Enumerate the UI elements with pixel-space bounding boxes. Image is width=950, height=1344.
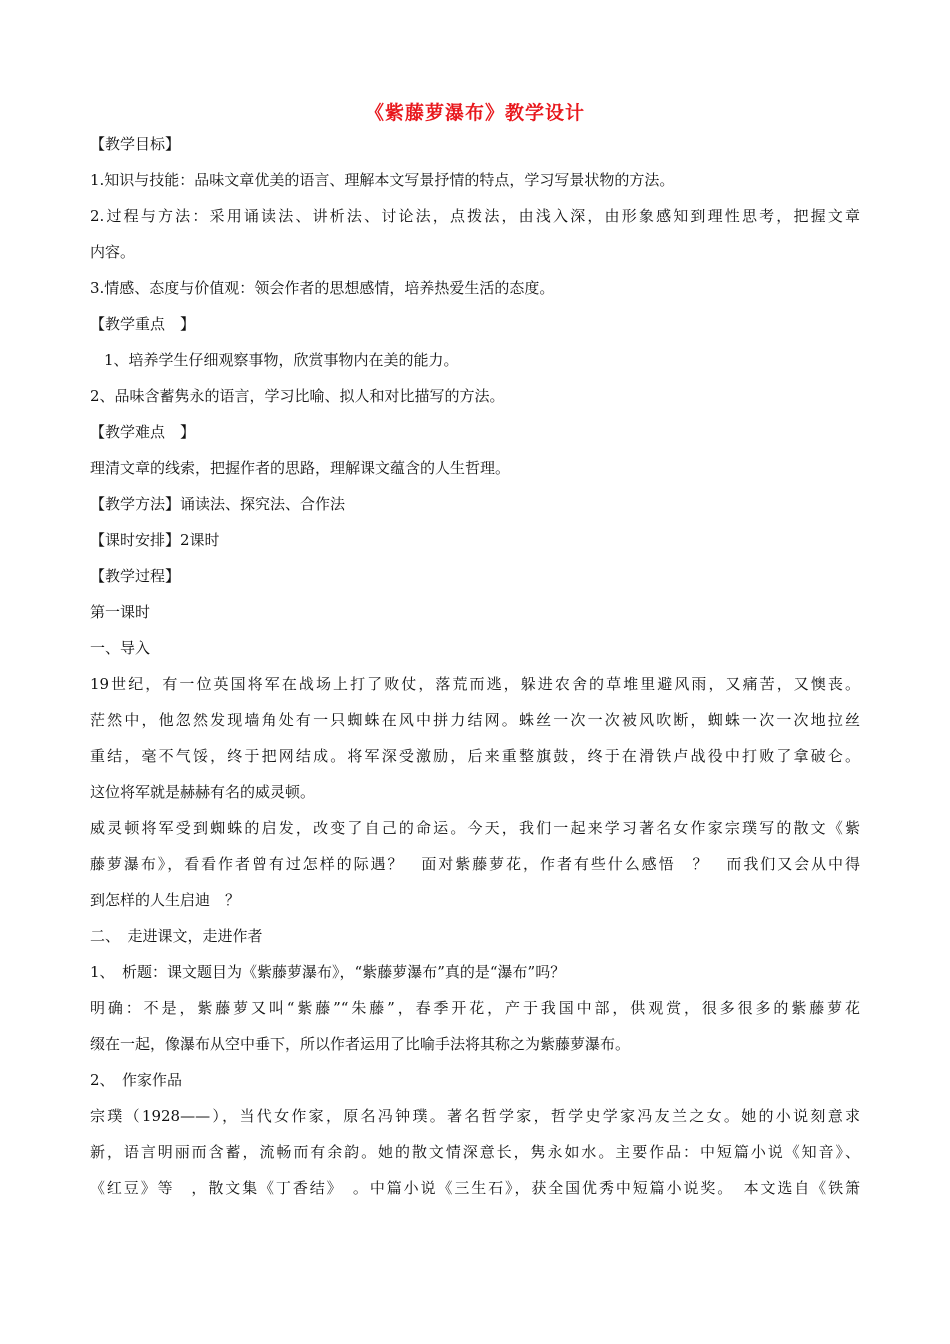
text-line: 这位将军就是赫赫有名的威灵顿。	[90, 783, 316, 801]
text-line: 《红豆》等 ，散文集《丁香结》 。中篇小说《三生石》，获全国优秀中短篇小说奖。 本文选自《铁箫	[90, 1179, 860, 1197]
text-line: 【课时安排】2课时	[90, 531, 220, 549]
text-line: 理清文章的线索，把握作者的思路，理解课文蕴含的人生哲理。	[90, 459, 511, 477]
text-line: 第一课时	[90, 603, 151, 621]
text-line: 2、 作家作品	[90, 1071, 183, 1089]
text-line: 重结，毫不气馁，终于把网结成。将军深受激励，后来重整旗鼓，终于在滑铁卢战役中打败了拿破仑。	[90, 747, 860, 765]
document-title: 《紫藤萝瀑布》教学设计	[364, 102, 585, 124]
text-line: 3.情感、态度与价值观：领会作者的思想感情，培养热爱生活的态度。	[90, 279, 555, 297]
text-line: 明确：不是，紫藤萝又叫“紫藤”“朱藤”，春季开花，产于我国中部，供观赏，很多很多的紫藤萝花	[90, 999, 860, 1017]
text-line: 到怎样的人生启迪 ？	[90, 891, 241, 909]
text-line: 威灵顿将军受到蜘蛛的启发，改变了自己的命运。今天，我们一起来学习著名女作家宗璞写的散文《紫	[90, 819, 860, 837]
text-line: 茫然中，他忽然发现墙角处有一只蜘蛛在风中拼力结网。蛛丝一次一次被风吹断，蜘蛛一次一次地拉丝	[90, 711, 860, 729]
text-line: 二、 走进课文，走进作者	[90, 927, 263, 945]
text-line: 新，语言明丽而含蓄，流畅而有余韵。她的散文情深意长，隽永如水。主要作品：中短篇小说《知音》、	[90, 1143, 860, 1161]
text-line: 1、培养学生仔细观察事物，欣赏事物内在美的能力。	[104, 351, 459, 369]
text-line: 1.知识与技能：品味文章优美的语言、理解本文写景抒情的特点，学习写景状物的方法。	[90, 171, 675, 189]
text-line: 缀在一起，像瀑布从空中垂下，所以作者运用了比喻手法将其称之为紫藤萝瀑布。	[90, 1035, 631, 1053]
document-body	[90, 126, 860, 1206]
text-line: 内容。	[90, 243, 136, 261]
text-line: 19世纪，有一位英国将军在战场上打了败仗，落荒而逃，躲进农舍的草堆里避风雨，又痛苦，又懊丧。	[90, 675, 860, 693]
text-line: 一、导入	[90, 639, 151, 657]
text-line: 【教学方法】诵读法、探究法、合作法	[90, 495, 346, 513]
text-line: 2.过程与方法：采用诵读法、讲析法、讨论法，点拨法，由浅入深，由形象感知到理性思考，把握文章	[90, 207, 860, 225]
text-line: 宗璞（1928——），当代女作家，原名冯钟璞。著名哲学家，哲学史学家冯友兰之女。她的小说刻意求	[90, 1107, 860, 1125]
text-line: 【教学过程】	[90, 567, 181, 585]
text-line: 2、品味含蓄隽永的语言，学习比喻、拟人和对比描写的方法。	[90, 387, 505, 405]
text-line: 【教学重点 】	[90, 315, 196, 333]
text-line: 【教学难点 】	[90, 423, 196, 441]
text-line: 藤萝瀑布》，看看作者曾有过怎样的际遇？ 面对紫藤萝花，作者有些什么感悟 ？ 而我们又会从中得	[90, 855, 860, 873]
text-line: 1、 析题：课文题目为《紫藤萝瀑布》，“紫藤萝瀑布”真的是“瀑布”吗？	[90, 963, 566, 981]
text-line: 【教学目标】	[90, 135, 181, 153]
